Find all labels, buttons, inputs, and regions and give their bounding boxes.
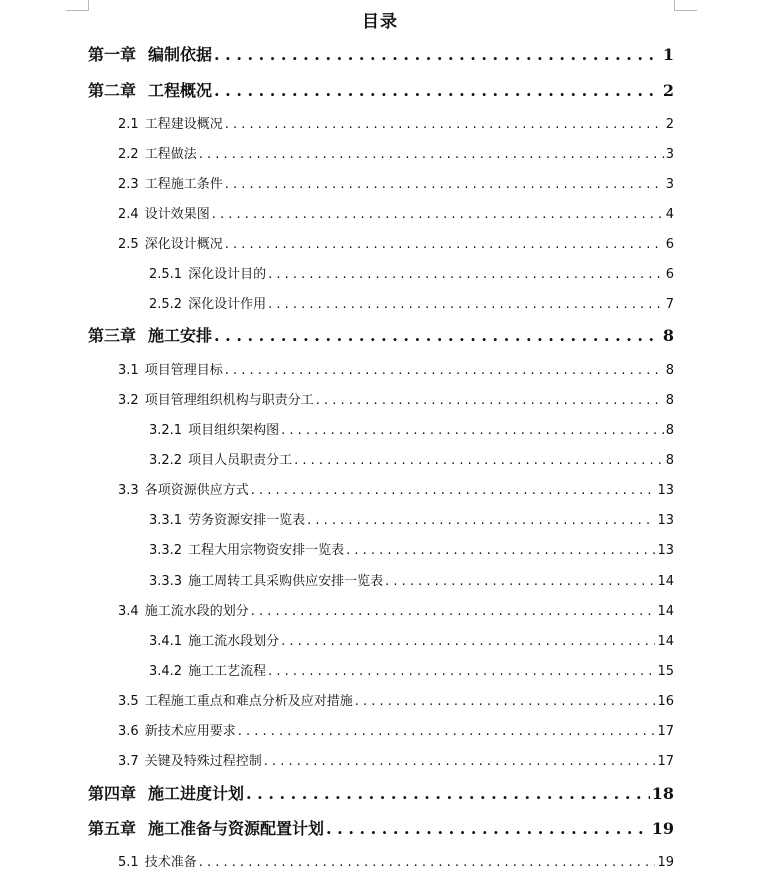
toc-entry-text: 各项资源供应方式 bbox=[144, 483, 249, 498]
toc-leader-dots bbox=[281, 632, 655, 652]
toc-leader-dots bbox=[268, 265, 664, 285]
toc-entry-text: 设计效果图 bbox=[144, 207, 210, 222]
toc-leader-dots bbox=[238, 722, 656, 742]
toc-entry-subsection-3-4-2[interactable] bbox=[149, 662, 674, 682]
toc-entry-section-3-3[interactable] bbox=[118, 481, 674, 501]
toc-entry-number: 3.2.2 bbox=[149, 453, 183, 468]
toc-page-number: 18 bbox=[651, 784, 674, 803]
toc-page-number: 14 bbox=[657, 604, 674, 619]
toc-entry-text: 工程大用宗物资安排一览表 bbox=[188, 543, 345, 558]
toc-entry-text: 施工进度计划 bbox=[148, 784, 245, 803]
toc-page-number: 4 bbox=[665, 207, 674, 222]
toc-entry-number: 第三章 bbox=[88, 326, 137, 345]
toc-entry-number: 3.4.2 bbox=[149, 664, 183, 679]
toc-entry-number: 3.5 bbox=[118, 694, 139, 709]
toc-page-number: 13 bbox=[657, 543, 674, 558]
toc-page-number: 8 bbox=[665, 363, 674, 378]
toc-entry-text: 深化设计目的 bbox=[188, 267, 267, 282]
toc-entry-chapter-4[interactable] bbox=[88, 784, 674, 804]
toc-page-number: 8 bbox=[665, 453, 674, 468]
toc-entry-number: 3.2.1 bbox=[149, 423, 183, 438]
toc-leader-dots bbox=[225, 175, 664, 195]
toc-entry-number: 3.2 bbox=[118, 393, 139, 408]
toc-entry-number: 3.3.2 bbox=[149, 543, 183, 558]
toc-leader-dots bbox=[214, 45, 661, 65]
toc-entry-section-2-3[interactable] bbox=[118, 175, 674, 195]
toc-leader-dots bbox=[355, 692, 656, 712]
toc-page-number: 3 bbox=[665, 147, 674, 162]
toc-entry-subsection-3-3-1[interactable] bbox=[149, 511, 674, 531]
toc-leader-dots bbox=[225, 235, 664, 255]
toc-entry-text: 新技术应用要求 bbox=[144, 724, 236, 739]
toc-leader-dots bbox=[214, 81, 661, 101]
toc-entry-subsection-3-4-1[interactable] bbox=[149, 632, 674, 652]
toc-page-number: 8 bbox=[662, 326, 674, 345]
toc-leader-dots bbox=[346, 541, 655, 561]
toc-entry-text: 施工准备与资源配置计划 bbox=[148, 819, 325, 838]
toc-entry-section-3-5[interactable] bbox=[118, 692, 674, 712]
toc-entry-number: 2.4 bbox=[118, 207, 139, 222]
toc-entry-subsection-3-2-2[interactable] bbox=[149, 451, 674, 471]
toc-leader-dots bbox=[225, 115, 664, 135]
toc-leader-dots bbox=[268, 295, 664, 315]
toc-entry-section-5-1[interactable] bbox=[118, 853, 674, 873]
toc-entry-section-2-2[interactable] bbox=[118, 145, 674, 165]
toc-leader-dots bbox=[251, 481, 656, 501]
toc-entry-number: 2.3 bbox=[118, 177, 139, 192]
toc-leader-dots bbox=[294, 451, 664, 471]
toc-entry-section-2-4[interactable] bbox=[118, 205, 674, 225]
toc-page-number: 8 bbox=[665, 423, 674, 438]
toc-leader-dots bbox=[268, 662, 655, 682]
toc-entry-number: 第五章 bbox=[88, 819, 137, 838]
toc-entry-section-3-1[interactable] bbox=[118, 361, 674, 381]
toc-entry-text: 项目管理组织机构与职责分工 bbox=[144, 393, 314, 408]
toc-page-number: 19 bbox=[657, 855, 674, 870]
toc-leader-dots bbox=[316, 391, 664, 411]
toc-entry-subsection-3-2-1[interactable] bbox=[149, 421, 674, 441]
toc-entry-text: 施工周转工具采购供应安排一览表 bbox=[188, 574, 384, 589]
toc-page-number: 7 bbox=[665, 297, 674, 312]
toc-entry-text: 项目人员职责分工 bbox=[188, 453, 293, 468]
toc-entry-section-3-7[interactable] bbox=[118, 752, 674, 772]
toc-page-number: 17 bbox=[657, 724, 674, 739]
toc-page-number: 14 bbox=[657, 574, 674, 589]
toc-entry-section-2-1[interactable] bbox=[118, 115, 674, 135]
toc-entry-subsection-3-3-3[interactable] bbox=[149, 572, 674, 592]
toc-entry-subsection-2-5-2[interactable] bbox=[149, 295, 674, 315]
toc-entry-number: 2.5.2 bbox=[149, 297, 183, 312]
toc-entry-text: 技术准备 bbox=[144, 855, 197, 870]
toc-entry-number: 3.3.1 bbox=[149, 513, 183, 528]
toc-entry-section-2-5[interactable] bbox=[118, 235, 674, 255]
toc-entry-subsection-2-5-1[interactable] bbox=[149, 265, 674, 285]
toc-entry-number: 5.1 bbox=[118, 855, 139, 870]
toc-entry-number: 2.2 bbox=[118, 147, 139, 162]
toc-entry-number: 2.5 bbox=[118, 237, 139, 252]
toc-entry-text: 关键及特殊过程控制 bbox=[144, 754, 262, 769]
toc-leader-dots bbox=[251, 602, 656, 622]
toc-page-number: 8 bbox=[665, 393, 674, 408]
toc-entry-number: 2.5.1 bbox=[149, 267, 183, 282]
toc-leader-dots bbox=[225, 361, 664, 381]
toc-entry-text: 施工工艺流程 bbox=[188, 664, 267, 679]
toc-entry-text: 深化设计概况 bbox=[144, 237, 223, 252]
toc-page-number: 13 bbox=[657, 483, 674, 498]
toc-page-number: 2 bbox=[662, 81, 674, 100]
toc-leader-dots bbox=[385, 572, 655, 592]
toc-entry-number: 2.1 bbox=[118, 117, 139, 132]
toc-page-number: 19 bbox=[651, 819, 674, 838]
toc-page-number: 16 bbox=[657, 694, 674, 709]
page-title: 目录 bbox=[362, 12, 398, 32]
toc-leader-dots bbox=[264, 752, 656, 772]
toc-entry-text: 工程施工重点和难点分析及应对措施 bbox=[144, 694, 353, 709]
toc-entry-number: 3.7 bbox=[118, 754, 139, 769]
toc-entry-text: 工程建设概况 bbox=[144, 117, 223, 132]
toc-page-number: 14 bbox=[657, 634, 674, 649]
toc-entry-text: 施工流水段的划分 bbox=[144, 604, 249, 619]
toc-leader-dots bbox=[214, 326, 661, 346]
toc-entry-text: 项目管理目标 bbox=[144, 363, 223, 378]
toc-entry-chapter-2[interactable] bbox=[88, 81, 674, 101]
toc-leader-dots bbox=[326, 819, 650, 839]
toc-leader-dots bbox=[307, 511, 655, 531]
toc-entry-number: 3.6 bbox=[118, 724, 139, 739]
toc-page-number: 6 bbox=[665, 237, 674, 252]
toc-entry-section-3-2[interactable] bbox=[118, 391, 674, 411]
toc-page-number: 1 bbox=[662, 45, 674, 64]
toc-entry-number: 3.3.3 bbox=[149, 574, 183, 589]
toc-entry-section-3-4[interactable] bbox=[118, 602, 674, 622]
toc-entry-text: 深化设计作用 bbox=[188, 297, 267, 312]
toc-page-number: 13 bbox=[657, 513, 674, 528]
toc-page-number: 15 bbox=[657, 664, 674, 679]
toc-page-number: 3 bbox=[665, 177, 674, 192]
toc-entry-text: 项目组织架构图 bbox=[188, 423, 280, 438]
toc-entry-text: 施工安排 bbox=[148, 326, 213, 345]
toc-entry-number: 3.4.1 bbox=[149, 634, 183, 649]
toc-entry-chapter-1[interactable] bbox=[88, 45, 674, 65]
toc-entry-chapter-3[interactable] bbox=[88, 326, 674, 346]
toc-leader-dots bbox=[199, 145, 664, 165]
toc-entry-text: 劳务资源安排一览表 bbox=[188, 513, 306, 528]
toc-entry-text: 工程做法 bbox=[144, 147, 197, 162]
toc-leader-dots bbox=[212, 205, 664, 225]
toc-entry-text: 工程施工条件 bbox=[144, 177, 223, 192]
toc-page-number: 17 bbox=[657, 754, 674, 769]
toc-entry-section-3-6[interactable] bbox=[118, 722, 674, 742]
toc-entry-text: 编制依据 bbox=[148, 45, 213, 64]
toc-leader-dots bbox=[246, 784, 650, 804]
toc-entry-number: 第二章 bbox=[88, 81, 137, 100]
toc-entry-text: 施工流水段划分 bbox=[188, 634, 280, 649]
toc-entry-number: 第一章 bbox=[88, 45, 137, 64]
toc-leader-dots bbox=[199, 853, 656, 873]
toc-entry-number: 3.1 bbox=[118, 363, 139, 378]
toc-entry-subsection-3-3-2[interactable] bbox=[149, 541, 674, 561]
toc-entry-number: 3.4 bbox=[118, 604, 139, 619]
toc-entry-number: 3.3 bbox=[118, 483, 139, 498]
toc-page-number: 6 bbox=[665, 267, 674, 282]
toc-page-number: 2 bbox=[665, 117, 674, 132]
toc-entry-text: 工程概况 bbox=[148, 81, 213, 100]
toc-entry-number: 第四章 bbox=[88, 784, 137, 803]
toc-entry-chapter-5[interactable] bbox=[88, 819, 674, 839]
toc-leader-dots bbox=[281, 421, 664, 441]
